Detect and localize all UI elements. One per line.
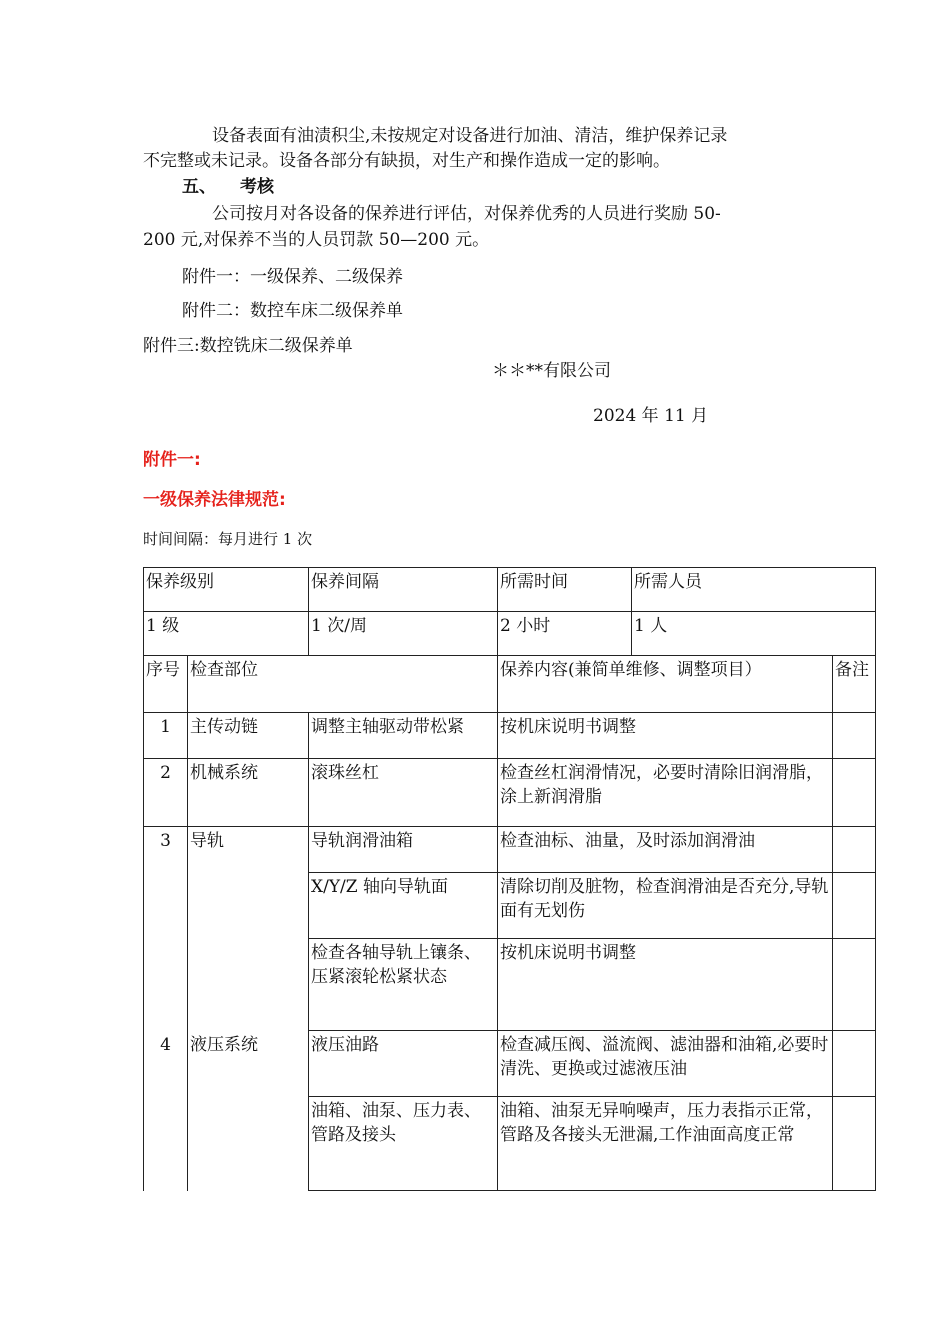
maintenance-table	[143, 567, 876, 1191]
paragraph-2-line-2: 200 元,对保养不当的人员罚款 50—200 元。	[143, 230, 490, 250]
row-content: 检查丝杠润滑情况，必要时清除旧润滑脂，涂上新润滑脂	[498, 759, 833, 827]
table-row	[144, 1097, 876, 1191]
company-name: ＊＊**有限公司	[492, 361, 611, 381]
row-content: 检查减压阀、溢流阀、滤油器和油箱,必要时清洗、更换或过滤液压油	[498, 1031, 833, 1097]
row-item: 调整主轴驱动带松紧	[309, 713, 498, 759]
time-label: 所需时间	[498, 568, 632, 612]
row-number: 3	[144, 827, 188, 873]
interval-note: 时间间隔：每月进行 1 次	[143, 530, 313, 548]
section-number: 五、	[182, 177, 216, 197]
row-remark	[833, 759, 876, 827]
content-header: 保养内容(兼简单维修、调整项目）	[498, 656, 833, 713]
table-row	[144, 939, 876, 1031]
seq-header: 序号	[144, 656, 188, 713]
row-remark	[833, 713, 876, 759]
table-row	[144, 759, 876, 827]
row-item: X/Y/Z 轴向导轨面	[309, 873, 498, 939]
row-item: 油箱、油泵、压力表、管路及接头	[309, 1097, 498, 1191]
row-part: 主传动链	[188, 713, 309, 759]
row-remark	[833, 1097, 876, 1191]
row-item: 滚珠丝杠	[309, 759, 498, 827]
row-remark	[833, 1031, 876, 1097]
row-content: 检查油标、油量，及时添加润滑油	[498, 827, 833, 873]
paragraph-2-line-1: 公司按月对各设备的保养进行评估，对保养优秀的人员进行奖励 50-	[212, 204, 721, 224]
row-remark	[833, 827, 876, 873]
level-value: 1 级	[144, 612, 309, 656]
table-row	[144, 1031, 876, 1097]
section-title: 考核	[240, 177, 274, 197]
row-part: 液压系统	[188, 1031, 309, 1097]
row-content: 按机床说明书调整	[498, 939, 833, 1031]
column-header-row	[144, 656, 876, 713]
paragraph-1-line-2: 不完整或未记录。设备各部分有缺损，对生产和操作造成一定的影响。	[143, 151, 670, 171]
row-number: 4	[144, 1031, 188, 1097]
interval-value: 1 次/周	[309, 612, 498, 656]
table-row	[144, 827, 876, 873]
row-content: 按机床说明书调整	[498, 713, 833, 759]
row-item: 导轨润滑油箱	[309, 827, 498, 873]
attachment-2: 附件二：数控车床二级保养单	[182, 301, 403, 321]
table-header-values-row	[144, 612, 876, 656]
row-number: 2	[144, 759, 188, 827]
attachment-1: 附件一：一级保养、二级保养	[182, 267, 403, 287]
part-header: 检查部位	[188, 656, 498, 713]
row-item: 检查各轴导轨上镶条、压紧滚轮松紧状态	[309, 939, 498, 1031]
time-value: 2 小时	[498, 612, 632, 656]
level-label: 保养级别	[144, 568, 309, 612]
paragraph-1-line-1: 设备表面有油渍积尘,未按规定对设备进行加油、清洁，维护保养记录	[212, 126, 728, 146]
document-date: 2024 年 11 月	[593, 406, 709, 426]
interval-label: 保养间隔	[309, 568, 498, 612]
people-value: 1 人	[632, 612, 876, 656]
row-remark	[833, 939, 876, 1031]
table-header-labels-row	[144, 568, 876, 612]
row-content: 清除切削及脏物，检查润滑油是否充分,导轨面有无划伤	[498, 873, 833, 939]
row-item: 液压油路	[309, 1031, 498, 1097]
annex-label: 附件一:	[143, 450, 201, 470]
table-row	[144, 713, 876, 759]
table-row	[144, 873, 876, 939]
attachment-3: 附件三:数控铣床二级保养单	[143, 336, 353, 356]
remark-header: 备注	[833, 656, 876, 713]
row-content: 油箱、油泵无异响噪声，压力表指示正常，管路及各接头无泄漏,工作油面高度正常	[498, 1097, 833, 1191]
row-number: 1	[144, 713, 188, 759]
row-part: 导轨	[188, 827, 309, 873]
row-part: 机械系统	[188, 759, 309, 827]
row-remark	[833, 873, 876, 939]
people-label: 所需人员	[632, 568, 876, 612]
annex-title: 一级保养法律规范:	[143, 490, 286, 510]
